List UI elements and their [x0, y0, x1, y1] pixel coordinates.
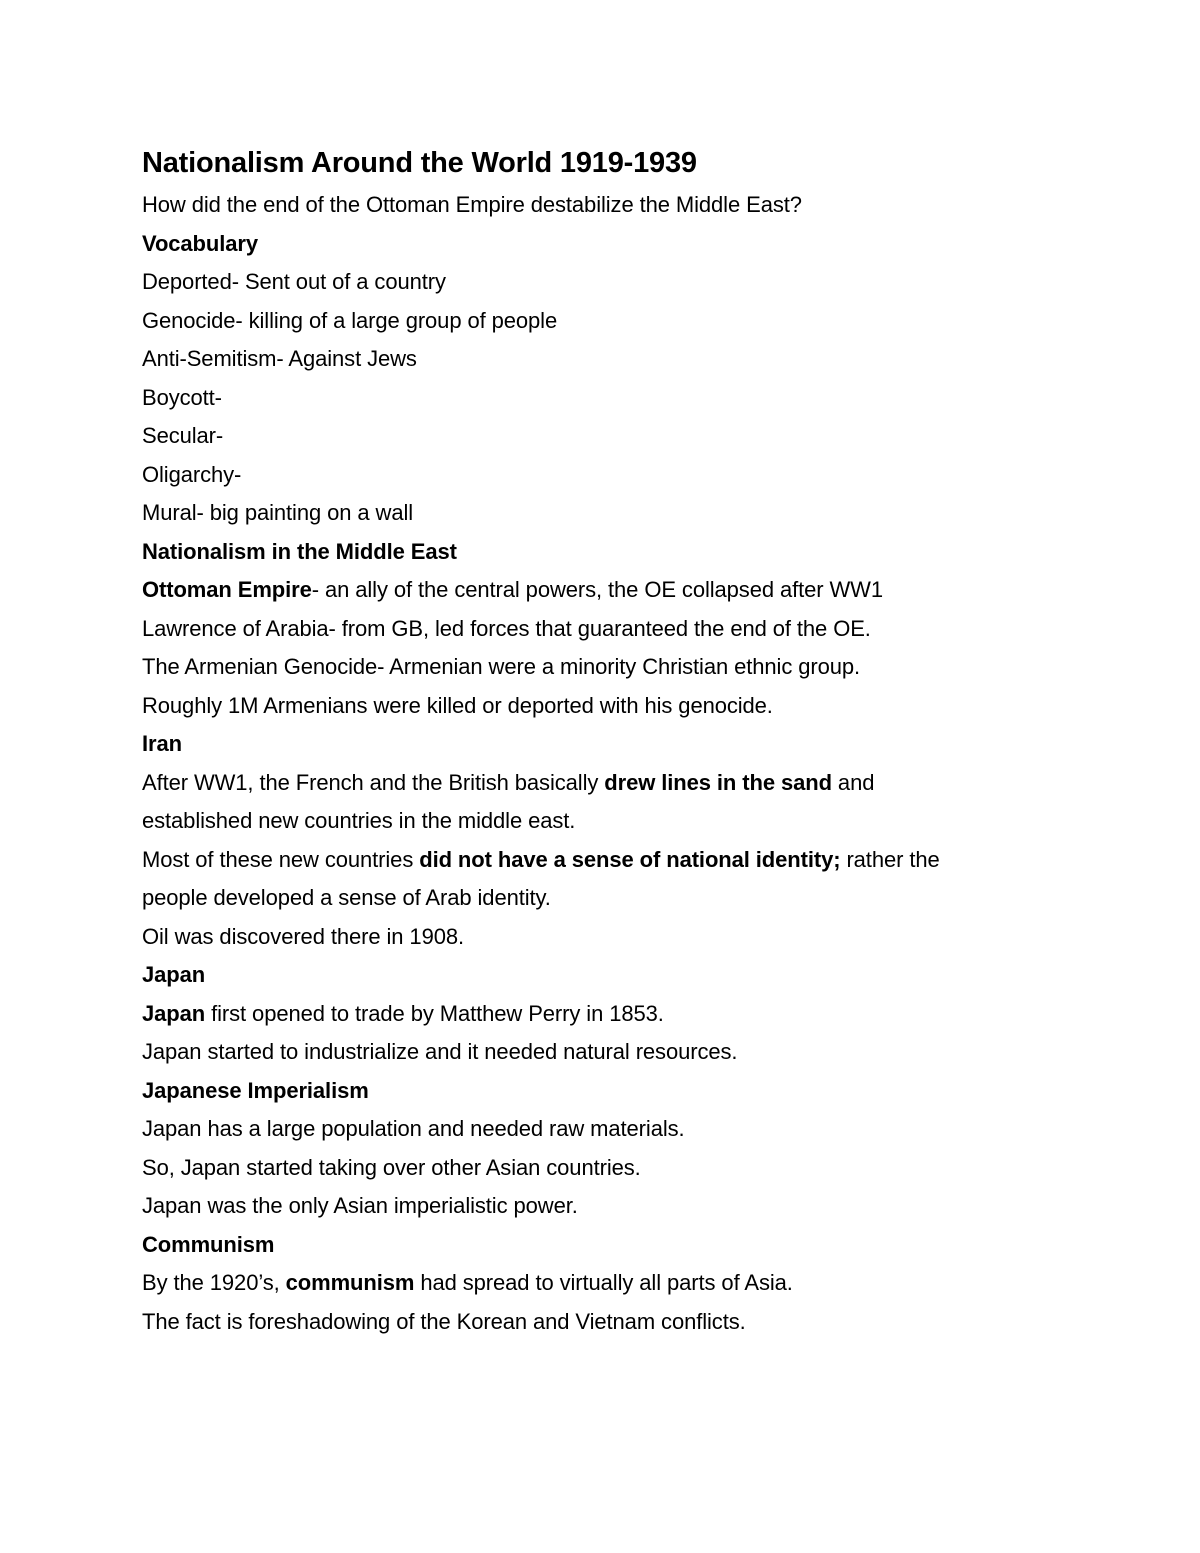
- iran-line-1: [142, 764, 1142, 803]
- communism-line-1-end: had spread to virtually all parts of Asia.: [414, 1270, 793, 1295]
- ottoman-empire-line: [142, 571, 1142, 610]
- armenian-genocide-line: The Armenian Genocide- Armenian were a minority Christian ethnic group.: [142, 654, 861, 679]
- vocab-item-oligarchy: Oligarchy-: [142, 461, 242, 487]
- iran-line-2: established new countries in the middle east.: [142, 808, 576, 833]
- communism-line-1-start: By the 1920’s,: [142, 1270, 286, 1295]
- vocab-item-boycott: Boycott-: [142, 384, 222, 410]
- middle-east-heading: Nationalism in the Middle East: [142, 538, 457, 564]
- vocab-item-mural: Mural- big painting on a wall: [142, 500, 414, 525]
- iran-line-3-bold: did not have a sense of national identity;: [419, 846, 841, 872]
- ottoman-empire-term: Ottoman Empire: [142, 577, 312, 602]
- japan-line-1: [142, 995, 1142, 1034]
- iran-line-1-end: and: [831, 769, 875, 795]
- japanese-imperialism-heading: Japanese Imperialism: [142, 1077, 369, 1103]
- communism-line-1-bold: communism: [285, 1270, 415, 1295]
- document-title: Nationalism Around the World 1919-1939: [142, 147, 697, 179]
- imperialism-line-1: Japan has a large population and needed raw materials.: [142, 1116, 685, 1141]
- vocab-item-genocide: Genocide- killing of a large group of people: [142, 307, 558, 333]
- iran-line-3-start: Most of these new countries: [142, 846, 420, 872]
- communism-line-1: [142, 1264, 1142, 1303]
- vocab-item-deported: Deported- Sent out of a country: [142, 269, 446, 294]
- imperialism-line-2: So, Japan started taking over other Asian countries.: [142, 1154, 641, 1180]
- document-page: [142, 140, 1142, 1341]
- iran-heading: Iran: [142, 731, 182, 756]
- vocabulary-heading: Vocabulary: [142, 230, 258, 256]
- communism-line-2: The fact is foreshadowing of the Korean and Vietnam conflicts.: [142, 1308, 746, 1334]
- iran-line-5: Oil was discovered there in 1908.: [142, 923, 464, 949]
- japan-line-1-rest: first opened to trade by Matthew Perry in 1853.: [205, 1000, 664, 1026]
- essential-question: How did the end of the Ottoman Empire destabilize the Middle East?: [142, 192, 802, 217]
- vocab-item-secular: Secular-: [142, 423, 224, 448]
- lawrence-line: Lawrence of Arabia- from GB, led forces that guaranteed the end of the OE.: [142, 615, 871, 641]
- iran-line-3-end: rather the: [840, 846, 940, 872]
- japan-line-1-bold: Japan: [142, 1000, 206, 1026]
- japan-heading: Japan: [142, 962, 206, 987]
- armenian-deaths-line: Roughly 1M Armenians were killed or deported with his genocide.: [142, 692, 773, 718]
- iran-line-4: people developed a sense of Arab identity.: [142, 885, 551, 910]
- iran-line-1-bold: drew lines in the sand: [604, 769, 832, 795]
- imperialism-line-3: Japan was the only Asian imperialistic power.: [142, 1193, 578, 1218]
- japan-line-2: Japan started to industrialize and it needed natural resources.: [142, 1039, 738, 1064]
- iran-line-1-start: After WW1, the French and the British basically: [142, 769, 605, 795]
- communism-heading: Communism: [142, 1231, 275, 1257]
- vocab-item-anti-semitism: Anti-Semitism- Against Jews: [142, 346, 417, 371]
- iran-line-3: [142, 841, 1142, 880]
- ottoman-empire-definition: - an ally of the central powers, the OE collapsed after WW1: [311, 577, 883, 602]
